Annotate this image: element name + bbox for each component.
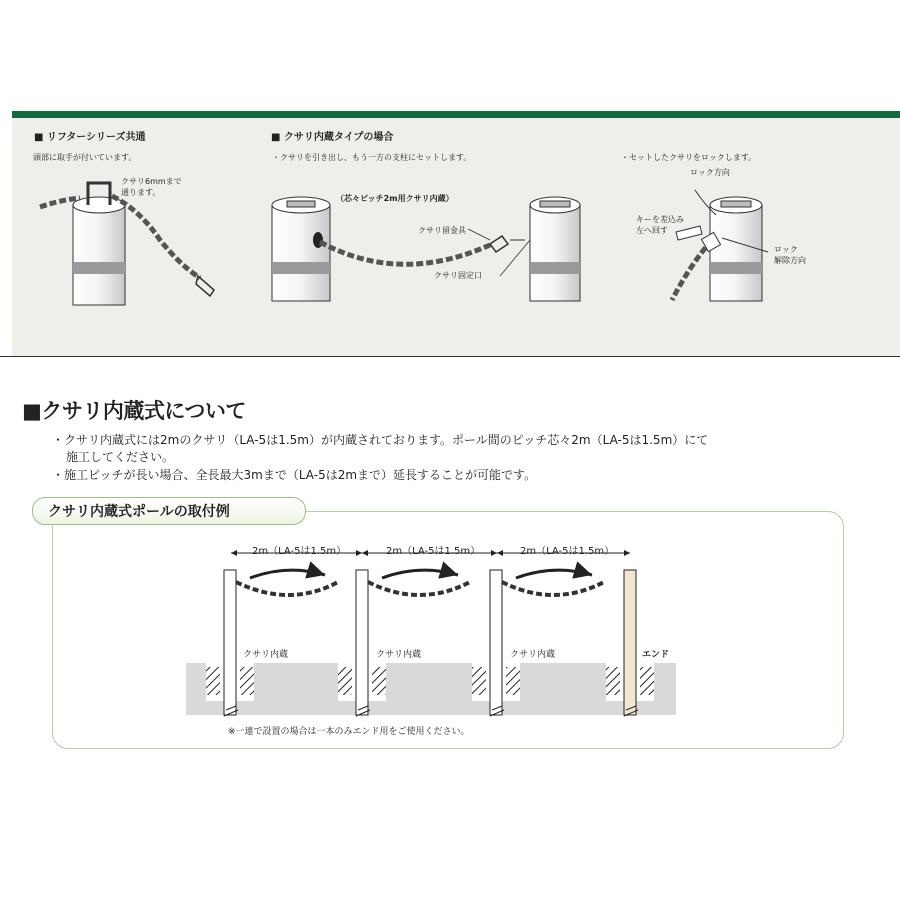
bullet-2: ・施工ピッチが長い場合、全長最大3mまで（LA-5は2mまで）延長することが可能です。 [52, 468, 537, 482]
lifter-pole-illustration [40, 183, 214, 305]
hook-label: クサリ留金具 [418, 226, 466, 235]
pole-label-end: エンド [642, 650, 670, 660]
dimension-label-1: 2m（LA-5は1.5m） [252, 546, 347, 557]
ground-slab [186, 663, 676, 715]
dimension-label-2: 2m（LA-5は1.5m） [386, 546, 481, 557]
pole-label-1: クサリ内蔵 [243, 650, 289, 660]
pole-1 [206, 570, 254, 716]
chain-size-note-line2: 通ります。 [121, 188, 161, 197]
example-title: クサリ内蔵式ポールの取付例 [48, 504, 230, 520]
footnote: ※一連で設置の場合は一本のみエンド用をご使用ください。 [228, 727, 470, 737]
builtin-poles-illustration [272, 197, 580, 301]
pole-3 [472, 570, 520, 716]
chain-3 [502, 582, 604, 595]
chain-2 [368, 582, 470, 595]
dimension-label-3: 2m（LA-5は1.5m） [520, 546, 615, 557]
pole-end [606, 570, 654, 716]
builtin-heading: ■ クサリ内蔵タイプの場合 [271, 132, 394, 143]
bullet-1-line-2: 施工してください。 [66, 450, 175, 464]
top-illustrations [0, 0, 900, 360]
fix-label: クサリ固定口 [434, 271, 482, 280]
lock-note: ・セットしたクサリをロックします。 [621, 153, 757, 162]
bullet-1-line-1: ・クサリ内蔵式には2mのクサリ（LA-5は1.5m）が内蔵されております。ポール間のピッチ芯々2m（LA-5は1.5m）にて [52, 433, 709, 447]
key-label-line2: 左へ回す [636, 226, 668, 235]
lock-direction-label: ロック方向 [690, 168, 730, 177]
lifter-heading: ■ リフターシリーズ共通 [34, 132, 146, 143]
pole-2 [338, 570, 386, 716]
pull-arrow-3 [516, 570, 592, 578]
chain-size-note-line1: クサリ6mmまで [121, 177, 182, 186]
builtin-note: ・クサリを引き出し、もう一方の支柱にセットします。 [272, 153, 472, 162]
lock-pole-illustration [672, 190, 768, 301]
pole-label-3: クサリ内蔵 [510, 650, 556, 660]
unlock-label-line2: 解除方向 [774, 256, 806, 265]
section-title: ■クサリ内蔵式について [22, 399, 246, 423]
pole-label-2: クサリ内蔵 [376, 650, 422, 660]
pull-arrow-1 [250, 570, 325, 578]
chain-1 [236, 582, 338, 595]
unlock-label-line1: ロック [774, 245, 798, 254]
key-label-line1: キーを差込み [636, 215, 684, 224]
pitch-label: （芯々ピッチ2m用クサリ内蔵） [336, 194, 454, 203]
pull-arrow-2 [382, 570, 458, 578]
lifter-note: 頭部に取手が付いています。 [33, 153, 137, 162]
